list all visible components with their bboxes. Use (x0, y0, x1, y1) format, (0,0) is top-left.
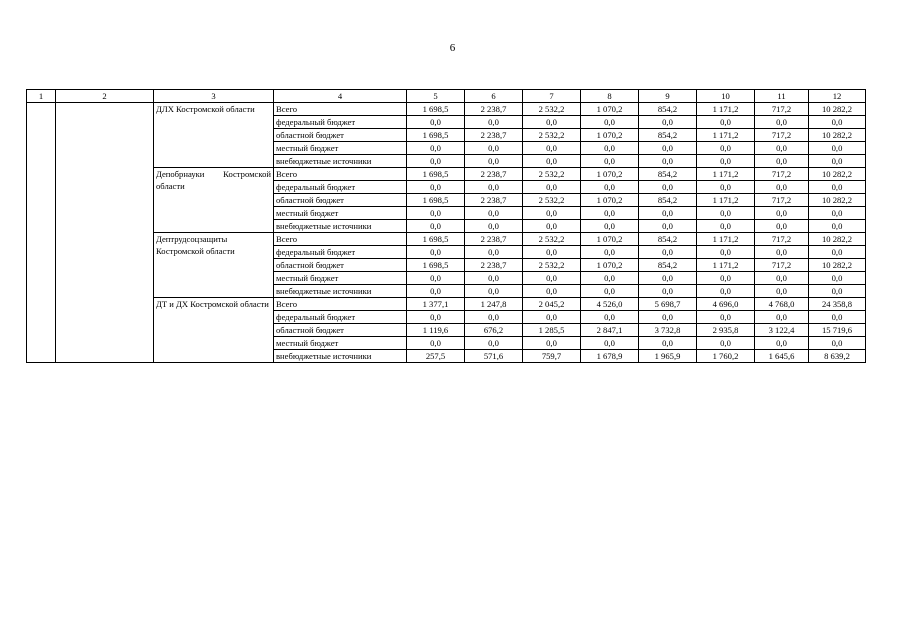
value-cell: 0,0 (465, 142, 523, 155)
value-cell: 0,0 (809, 207, 866, 220)
value-cell: 0,0 (755, 207, 809, 220)
value-cell: 2 238,7 (465, 103, 523, 116)
value-cell: 0,0 (465, 272, 523, 285)
value-cell: 4 526,0 (581, 298, 639, 311)
funding-source-cell: Всего (274, 298, 407, 311)
page-number: 6 (449, 42, 456, 54)
value-cell: 0,0 (809, 155, 866, 168)
value-cell: 1 678,9 (581, 350, 639, 363)
value-cell: 2 238,7 (465, 129, 523, 142)
value-cell: 1 285,5 (523, 324, 581, 337)
value-cell: 854,2 (639, 259, 697, 272)
executor-cell: Дептрудсоцзащиты Костромской области (154, 233, 274, 298)
value-cell: 1 070,2 (581, 194, 639, 207)
value-cell: 0,0 (697, 272, 755, 285)
value-cell: 1 070,2 (581, 129, 639, 142)
funding-source-cell: внебюджетные источники (274, 285, 407, 298)
value-cell: 15 719,6 (809, 324, 866, 337)
value-cell: 759,7 (523, 350, 581, 363)
header-cell: 10 (697, 90, 755, 103)
value-cell: 2 532,2 (523, 168, 581, 181)
value-cell: 10 282,2 (809, 168, 866, 181)
value-cell: 0,0 (755, 220, 809, 233)
header-cell: 6 (465, 90, 523, 103)
value-cell: 0,0 (581, 285, 639, 298)
value-cell: 0,0 (755, 337, 809, 350)
value-cell: 0,0 (755, 311, 809, 324)
value-cell: 0,0 (523, 142, 581, 155)
funding-source-cell: федеральный бюджет (274, 311, 407, 324)
funding-source-cell: Всего (274, 168, 407, 181)
value-cell: 1 070,2 (581, 103, 639, 116)
value-cell: 0,0 (809, 142, 866, 155)
value-cell: 10 282,2 (809, 233, 866, 246)
value-cell: 0,0 (755, 181, 809, 194)
executor-cell: ДЛХ Костромской области (154, 103, 274, 168)
header-cell: 4 (274, 90, 407, 103)
funding-source-cell: областной бюджет (274, 129, 407, 142)
value-cell: 2 238,7 (465, 259, 523, 272)
value-cell: 0,0 (581, 272, 639, 285)
budget-table (26, 89, 866, 363)
value-cell: 0,0 (755, 272, 809, 285)
value-cell: 1 645,6 (755, 350, 809, 363)
funding-source-cell: федеральный бюджет (274, 116, 407, 129)
value-cell: 1 698,5 (407, 168, 465, 181)
value-cell: 1 171,2 (697, 194, 755, 207)
value-cell: 0,0 (407, 220, 465, 233)
value-cell: 0,0 (407, 142, 465, 155)
value-cell: 10 282,2 (809, 259, 866, 272)
value-cell: 0,0 (581, 142, 639, 155)
value-cell: 2 532,2 (523, 194, 581, 207)
value-cell: 1 070,2 (581, 168, 639, 181)
value-cell: 0,0 (523, 155, 581, 168)
value-cell: 0,0 (755, 142, 809, 155)
value-cell: 0,0 (465, 285, 523, 298)
value-cell: 4 696,0 (697, 298, 755, 311)
value-cell: 5 698,7 (639, 298, 697, 311)
header-cell: 12 (809, 90, 866, 103)
col2-cell (56, 103, 154, 363)
value-cell: 0,0 (465, 116, 523, 129)
value-cell: 3 732,8 (639, 324, 697, 337)
value-cell: 0,0 (523, 311, 581, 324)
value-cell: 8 639,2 (809, 350, 866, 363)
value-cell: 0,0 (407, 207, 465, 220)
value-cell: 0,0 (639, 116, 697, 129)
value-cell: 717,2 (755, 259, 809, 272)
value-cell: 0,0 (639, 181, 697, 194)
funding-source-cell: внебюджетные источники (274, 350, 407, 363)
value-cell: 0,0 (639, 337, 697, 350)
funding-source-cell: федеральный бюджет (274, 181, 407, 194)
value-cell: 676,2 (465, 324, 523, 337)
funding-source-cell: местный бюджет (274, 142, 407, 155)
value-cell: 2 532,2 (523, 259, 581, 272)
value-cell: 1 171,2 (697, 168, 755, 181)
value-cell: 0,0 (581, 207, 639, 220)
value-cell: 0,0 (407, 246, 465, 259)
value-cell: 854,2 (639, 233, 697, 246)
value-cell: 0,0 (809, 285, 866, 298)
value-cell: 0,0 (809, 272, 866, 285)
value-cell: 0,0 (809, 337, 866, 350)
value-cell: 0,0 (809, 116, 866, 129)
header-row (27, 90, 866, 103)
header-cell: 9 (639, 90, 697, 103)
value-cell: 1 171,2 (697, 259, 755, 272)
value-cell: 0,0 (639, 207, 697, 220)
value-cell: 854,2 (639, 103, 697, 116)
funding-source-cell: федеральный бюджет (274, 246, 407, 259)
value-cell: 10 282,2 (809, 129, 866, 142)
header-cell: 3 (154, 90, 274, 103)
funding-source-cell: областной бюджет (274, 194, 407, 207)
value-cell: 0,0 (697, 155, 755, 168)
value-cell: 0,0 (697, 207, 755, 220)
value-cell: 0,0 (523, 207, 581, 220)
value-cell: 0,0 (581, 116, 639, 129)
table-row (27, 103, 866, 116)
value-cell: 0,0 (407, 116, 465, 129)
header-cell: 1 (27, 90, 56, 103)
value-cell: 0,0 (697, 220, 755, 233)
value-cell: 0,0 (581, 181, 639, 194)
value-cell: 24 358,8 (809, 298, 866, 311)
value-cell: 0,0 (465, 220, 523, 233)
funding-source-cell: внебюджетные источники (274, 155, 407, 168)
value-cell: 0,0 (523, 246, 581, 259)
value-cell: 0,0 (697, 246, 755, 259)
header-cell: 7 (523, 90, 581, 103)
value-cell: 0,0 (809, 246, 866, 259)
value-cell: 1 698,5 (407, 129, 465, 142)
value-cell: 1 698,5 (407, 259, 465, 272)
value-cell: 0,0 (523, 220, 581, 233)
value-cell: 1 119,6 (407, 324, 465, 337)
value-cell: 0,0 (697, 311, 755, 324)
value-cell: 0,0 (755, 155, 809, 168)
header-cell: 5 (407, 90, 465, 103)
value-cell: 0,0 (465, 181, 523, 194)
value-cell: 4 768,0 (755, 298, 809, 311)
value-cell: 0,0 (697, 116, 755, 129)
value-cell: 1 377,1 (407, 298, 465, 311)
value-cell: 1 171,2 (697, 103, 755, 116)
funding-source-cell: местный бюджет (274, 207, 407, 220)
value-cell: 2 238,7 (465, 233, 523, 246)
value-cell: 0,0 (639, 311, 697, 324)
value-cell: 0,0 (581, 220, 639, 233)
funding-source-cell: Всего (274, 233, 407, 246)
value-cell: 1 698,5 (407, 103, 465, 116)
value-cell: 0,0 (697, 181, 755, 194)
value-cell: 717,2 (755, 194, 809, 207)
value-cell: 0,0 (581, 311, 639, 324)
value-cell: 0,0 (407, 155, 465, 168)
value-cell: 854,2 (639, 194, 697, 207)
value-cell: 0,0 (755, 116, 809, 129)
value-cell: 0,0 (407, 337, 465, 350)
value-cell: 257,5 (407, 350, 465, 363)
value-cell: 0,0 (523, 285, 581, 298)
value-cell: 0,0 (809, 181, 866, 194)
value-cell: 0,0 (407, 311, 465, 324)
value-cell: 2 532,2 (523, 233, 581, 246)
value-cell: 717,2 (755, 129, 809, 142)
value-cell: 1 070,2 (581, 233, 639, 246)
funding-source-cell: областной бюджет (274, 259, 407, 272)
value-cell: 0,0 (581, 337, 639, 350)
value-cell: 1 760,2 (697, 350, 755, 363)
value-cell: 0,0 (523, 181, 581, 194)
value-cell: 0,0 (639, 155, 697, 168)
value-cell: 1 698,5 (407, 233, 465, 246)
value-cell: 717,2 (755, 168, 809, 181)
value-cell: 0,0 (581, 155, 639, 168)
value-cell: 571,6 (465, 350, 523, 363)
value-cell: 0,0 (639, 220, 697, 233)
header-cell: 8 (581, 90, 639, 103)
funding-source-cell: внебюджетные источники (274, 220, 407, 233)
value-cell: 854,2 (639, 168, 697, 181)
funding-source-cell: Всего (274, 103, 407, 116)
value-cell: 0,0 (809, 311, 866, 324)
value-cell: 0,0 (639, 285, 697, 298)
value-cell: 0,0 (581, 246, 639, 259)
executor-cell: Депобрнауки Костромской области (154, 168, 274, 233)
funding-source-cell: местный бюджет (274, 337, 407, 350)
value-cell: 2 238,7 (465, 168, 523, 181)
value-cell: 2 532,2 (523, 103, 581, 116)
value-cell: 10 282,2 (809, 103, 866, 116)
value-cell: 0,0 (639, 246, 697, 259)
value-cell: 0,0 (407, 272, 465, 285)
value-cell: 717,2 (755, 103, 809, 116)
value-cell: 0,0 (639, 142, 697, 155)
value-cell: 10 282,2 (809, 194, 866, 207)
value-cell: 0,0 (407, 181, 465, 194)
value-cell: 2 238,7 (465, 194, 523, 207)
value-cell: 2 045,2 (523, 298, 581, 311)
value-cell: 0,0 (809, 220, 866, 233)
col1-cell (27, 103, 56, 363)
value-cell: 0,0 (465, 337, 523, 350)
value-cell: 0,0 (465, 311, 523, 324)
value-cell: 1 965,9 (639, 350, 697, 363)
value-cell: 0,0 (465, 207, 523, 220)
value-cell: 2 935,8 (697, 324, 755, 337)
header-cell: 2 (56, 90, 154, 103)
value-cell: 2 847,1 (581, 324, 639, 337)
value-cell: 1 070,2 (581, 259, 639, 272)
value-cell: 0,0 (407, 285, 465, 298)
value-cell: 1 171,2 (697, 233, 755, 246)
header-cell: 11 (755, 90, 809, 103)
value-cell: 0,0 (465, 246, 523, 259)
value-cell: 0,0 (523, 116, 581, 129)
value-cell: 3 122,4 (755, 324, 809, 337)
value-cell: 0,0 (523, 337, 581, 350)
value-cell: 0,0 (755, 285, 809, 298)
value-cell: 0,0 (697, 142, 755, 155)
executor-cell: ДТ и ДХ Костромской области (154, 298, 274, 363)
value-cell: 2 532,2 (523, 129, 581, 142)
value-cell: 0,0 (639, 272, 697, 285)
value-cell: 717,2 (755, 233, 809, 246)
table-body (27, 103, 866, 363)
value-cell: 1 171,2 (697, 129, 755, 142)
value-cell: 0,0 (755, 246, 809, 259)
funding-source-cell: областной бюджет (274, 324, 407, 337)
value-cell: 0,0 (465, 155, 523, 168)
funding-source-cell: местный бюджет (274, 272, 407, 285)
value-cell: 1 698,5 (407, 194, 465, 207)
value-cell: 1 247,8 (465, 298, 523, 311)
value-cell: 0,0 (697, 337, 755, 350)
value-cell: 0,0 (697, 285, 755, 298)
value-cell: 854,2 (639, 129, 697, 142)
value-cell: 0,0 (523, 272, 581, 285)
